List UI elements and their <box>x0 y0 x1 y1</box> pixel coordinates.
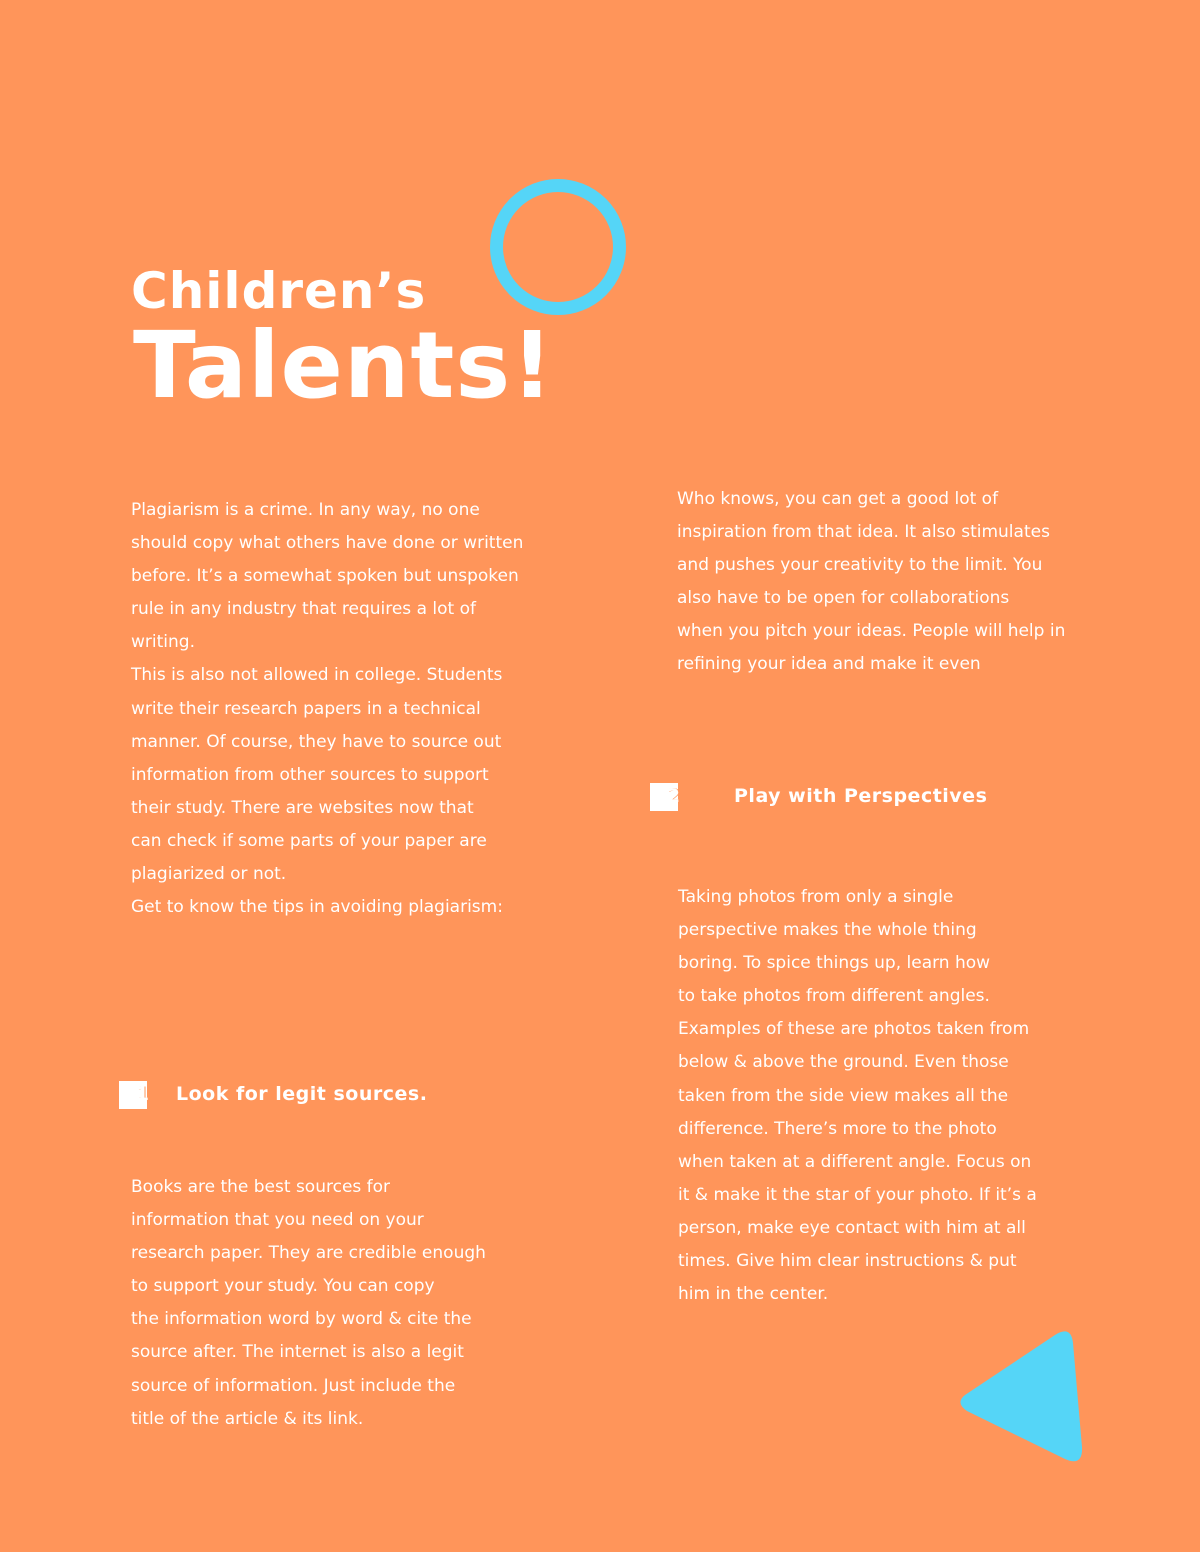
text-line: Examples of these are photos taken from <box>678 1019 1030 1040</box>
decorative-circle-ring <box>490 179 626 315</box>
text-line: also have to be open for collaborations <box>677 588 1010 609</box>
tip-number: 1 <box>135 1083 149 1105</box>
text-line: below & above the ground. Even those <box>678 1052 1009 1073</box>
text-line: to take photos from different angles. <box>678 986 990 1007</box>
right-intro-paragraph <box>677 483 1065 682</box>
text-line: plagiarized or not. <box>131 864 287 885</box>
text-line: research paper. They are credible enough <box>131 1243 486 1264</box>
text-line: taken from the side view makes all the <box>678 1085 1009 1106</box>
tip-heading: Look for legit sources. <box>176 1083 428 1105</box>
text-line: when taken at a different angle. Focus on <box>678 1151 1032 1172</box>
tip-number: 2 <box>666 785 680 807</box>
title-line-2: Talents! <box>133 312 555 419</box>
text-line: write their research papers in a technical <box>131 698 481 719</box>
text-line: to support your study. You can copy <box>131 1276 435 1297</box>
text-line: Plagiarism is a crime. In any way, no one <box>131 500 480 520</box>
text-line: Books are the best sources for <box>131 1177 391 1197</box>
text-line: him in the center. <box>678 1284 829 1305</box>
text-line: information from other sources to support <box>131 764 489 785</box>
tip-number-badge <box>119 1081 147 1109</box>
text-line: their study. There are websites now that <box>131 797 474 818</box>
text-line: writing. <box>131 632 195 653</box>
text-line: person, make eye contact with him at all <box>678 1217 1026 1238</box>
text-line: source of information. Just include the <box>131 1375 456 1396</box>
text-line: rule in any industry that requires a lot of <box>131 599 476 620</box>
text-line: perspective makes the whole thing <box>678 920 977 941</box>
text-line: This is also not allowed in college. Students <box>131 665 503 686</box>
tip-heading: Play with Perspectives <box>734 785 988 807</box>
text-line: it & make it the star of your photo. If it’s a <box>678 1184 1037 1205</box>
text-line: can check if some parts of your paper are <box>131 830 487 851</box>
text-line: the information word by word & cite the <box>131 1309 472 1330</box>
text-line: refining your idea and make it even <box>677 654 981 675</box>
text-line: source after. The internet is also a legit <box>131 1342 464 1363</box>
decorative-triangle <box>955 1325 1090 1470</box>
text-line: manner. Of course, they have to source out <box>131 731 502 752</box>
text-line: Taking photos from only a single <box>678 887 954 907</box>
intro-paragraph <box>131 494 523 924</box>
text-line: Who knows, you can get a good lot of <box>677 489 999 509</box>
title-line-1: Children’s <box>131 262 427 320</box>
text-line: Get to know the tips in avoiding plagiarism: <box>131 897 503 918</box>
tip-number-badge <box>650 783 678 811</box>
text-line: boring. To spice things up, learn how <box>678 953 991 974</box>
text-line: and pushes your creativity to the limit. You <box>677 555 1043 576</box>
tip-paragraph <box>131 1171 486 1436</box>
text-line: inspiration from that idea. It also stimulates <box>677 522 1050 543</box>
text-line: when you pitch your ideas. People will help in <box>677 621 1066 642</box>
tip-paragraph <box>678 881 1037 1311</box>
text-line: times. Give him clear instructions & put <box>678 1251 1017 1272</box>
text-line: difference. There’s more to the photo <box>678 1118 997 1139</box>
text-line: before. It’s a somewhat spoken but unspoken <box>131 566 519 587</box>
text-line: title of the article & its link. <box>131 1408 364 1429</box>
text-line: information that you need on your <box>131 1210 424 1231</box>
text-line: should copy what others have done or written <box>131 533 524 554</box>
